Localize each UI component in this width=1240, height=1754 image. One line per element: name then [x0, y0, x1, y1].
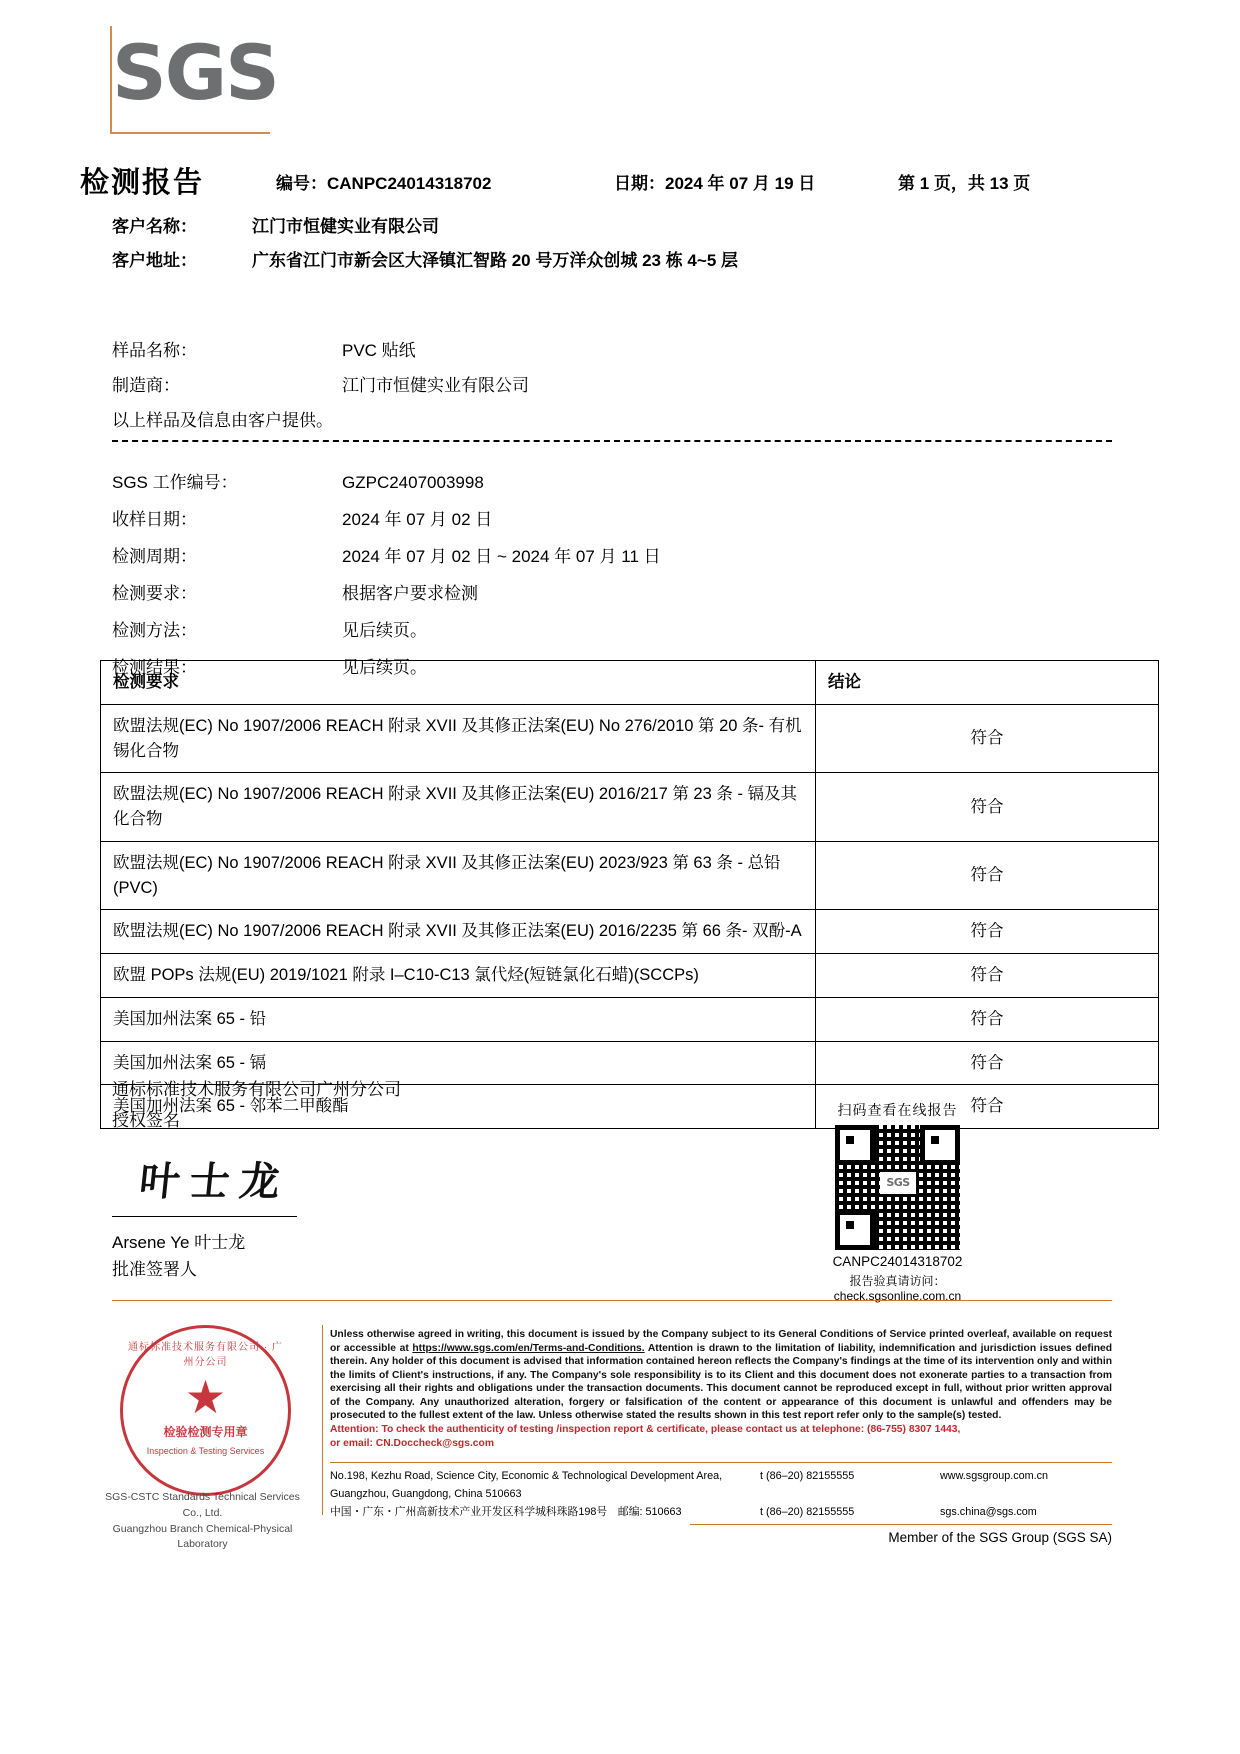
lab-caption: [95, 1490, 310, 1553]
section-divider: [112, 440, 1112, 442]
signature-rule: [112, 1216, 297, 1217]
sgs-logo: [112, 30, 292, 120]
cell-conclusion: 符合: [816, 910, 1159, 954]
cell-requirement: 欧盟法规(EC) No 1907/2006 REACH 附录 XVII 及其修正法案(EU) 2016/217 第 23 条 - 镉及其化合物: [101, 773, 816, 842]
attention-line-1: Attention: To check the authenticity of testing /inspection report & certificate, please contact us at telephone: (86-755) 8307 1443,: [330, 1424, 961, 1436]
job-value: GZPC2407003998: [342, 473, 484, 492]
report-date: 日期：2024 年 07 月 19 日: [614, 174, 816, 193]
job-label: 检测结果：: [112, 658, 197, 677]
address-en: No.198, Kezhu Road, Science City, Economic & Technological Development Area, Guangzhou, Guangdong, China 510663: [330, 1470, 723, 1500]
telephone-1: t (86–20) 82155555: [760, 1470, 855, 1482]
signatory-role: 批准签署人: [112, 1260, 197, 1279]
table-row: [101, 910, 1159, 954]
job-row: [112, 579, 1112, 604]
sample-name-value: PVC 贴纸: [342, 341, 416, 360]
telephone-2: t (86–20) 82155555: [760, 1505, 855, 1518]
job-label: SGS 工作编号：: [112, 473, 238, 492]
cell-conclusion: 符合: [816, 841, 1159, 910]
report-number: 编号：CANPC24014318702: [276, 174, 492, 193]
footer-address-block: [330, 1468, 1112, 1521]
job-value: 2024 年 07 月 02 日 ~ 2024 年 07 月 11 日: [342, 547, 661, 566]
signature-block: [112, 1075, 672, 1131]
cell-conclusion: 符合: [816, 954, 1159, 998]
official-stamp: [120, 1325, 291, 1496]
table-row: [101, 841, 1159, 910]
client-address-row: [112, 246, 1112, 271]
footer-bottom-rule: [690, 1524, 1112, 1525]
qr-code-icon[interactable]: [835, 1125, 960, 1250]
client-name-label: 客户名称：: [112, 217, 197, 236]
client-address-value: 广东省江门市新会区大泽镇汇智路 20 号万洋众创城 23 栋 4~5 层: [252, 251, 738, 270]
cell-requirement: 欧盟 POPs 法规(EU) 2019/1021 附录 I–C10-C13 氯代烃(短链氯化石蜡)(SCCPs): [101, 954, 816, 998]
job-row: [112, 616, 1112, 641]
qr-verify-url[interactable]: check.sgsonline.com.cn: [833, 1289, 962, 1303]
stamp-middle-text: 检验检测专用章: [163, 1425, 248, 1439]
cell-conclusion: 符合: [816, 773, 1159, 842]
terms-and-conditions-link[interactable]: https://www.sgs.com/en/Terms-and-Conditions.: [412, 1342, 645, 1354]
sample-name-label: 样品名称：: [112, 341, 197, 360]
job-label: 检测周期：: [112, 547, 197, 566]
job-row: [112, 542, 1112, 567]
sample-info-block: [112, 336, 1112, 431]
lab-caption-line2: Guangzhou Branch Chemical-Physical Laboratory: [112, 1522, 293, 1551]
job-row: [112, 505, 1112, 530]
signatory-name: Arsene Ye 叶士龙: [112, 1233, 246, 1252]
manufacturer-row: [112, 371, 1112, 396]
cell-requirement: 欧盟法规(EC) No 1907/2006 REACH 附录 XVII 及其修正法案(EU) 2023/923 第 63 条 - 总铅 (PVC): [101, 841, 816, 910]
cell-requirement: 欧盟法规(EC) No 1907/2006 REACH 附录 XVII 及其修正法案(EU) 2016/2235 第 66 条- 双酚-A: [101, 910, 816, 954]
cell-conclusion: 符合: [816, 1085, 1159, 1129]
client-name-row: [112, 212, 1112, 237]
footer-vertical-divider: [322, 1325, 323, 1515]
column-header-requirement: 检测要求: [101, 661, 816, 705]
results-table: [100, 660, 1159, 1129]
manufacturer-value: 江门市恒健实业有限公司: [342, 376, 529, 395]
table-row: [101, 954, 1159, 998]
job-value: 根据客户要求检测: [342, 584, 478, 603]
legal-text-part1: Unless otherwise agreed in writing, this document is issued by the Company subject to its General Conditions of Service printed overleaf, available on request or accessible at: [330, 1329, 1112, 1354]
cell-requirement: 美国加州法案 65 - 镉: [101, 1041, 816, 1085]
qr-finder-bottom-left: [835, 1210, 875, 1250]
footer-middle-rule: [330, 1462, 1112, 1463]
client-name-value: 江门市恒健实业有限公司: [252, 217, 439, 236]
cell-conclusion: 符合: [816, 997, 1159, 1041]
stamp-top-text: 通标标准技术服务有限公司 · 广州分公司: [128, 1342, 283, 1368]
footer-top-rule: [112, 1300, 1112, 1301]
job-value: 见后续页。: [342, 658, 427, 677]
sample-name-row: [112, 336, 1112, 361]
job-row: [112, 468, 1112, 493]
sample-provided-note: 以上样品及信息由客户提供。: [112, 411, 333, 430]
job-label: 收样日期：: [112, 510, 197, 529]
cell-requirement: 欧盟法规(EC) No 1907/2006 REACH 附录 XVII 及其修正法案(EU) No 276/2010 第 20 条- 有机锡化合物: [101, 704, 816, 773]
cell-requirement: 美国加州法案 65 - 铅: [101, 997, 816, 1041]
table-header-row: [101, 661, 1159, 705]
page-indicator: 第 1 页，共 13 页: [898, 174, 1031, 193]
qr-finder-top-right: [920, 1125, 960, 1165]
cell-conclusion: 符合: [816, 704, 1159, 773]
qr-finder-top-left: [835, 1125, 875, 1165]
address-line-cn: [330, 1504, 1112, 1522]
attention-line-2: or email: CN.Doccheck@sgs.com: [330, 1437, 494, 1449]
legal-disclaimer: [330, 1328, 1112, 1450]
address-line-en: [330, 1468, 1112, 1504]
table-row: [101, 997, 1159, 1041]
job-info-block: [112, 468, 1112, 690]
handwritten-signature: 叶士龙: [137, 1158, 293, 1205]
qr-verify-label: 报告验真请访问：: [849, 1274, 946, 1288]
job-label: 检测方法：: [112, 621, 197, 640]
email-address[interactable]: sgs.china@sgs.com: [940, 1505, 1037, 1518]
qr-center-logo: SGS: [880, 1172, 916, 1194]
header-accent-horizontal-rule: [110, 132, 270, 134]
website[interactable]: www.sgsgroup.com.cn: [940, 1470, 1049, 1482]
member-of-group-text: Member of the SGS Group (SGS SA): [888, 1530, 1112, 1545]
job-label: 检测要求：: [112, 584, 197, 603]
legal-text-part2: Attention is drawn to the limitation of liability, indemnification and jurisdiction issues defined therein. Any holder of this document is advised that information contained hereon reflects the Company's findings at the time of its intervention only and within the limits of Client's instructions, if any. The Company's sole responsibility is to its Client and this document does not exonerate parties to a transaction from exercising all their rights and obligations under the transaction documents. This document cannot be reproduced except in full, without prior written approval of the Company. Any unauthorized alteration, forgery or falsification of the content or appearance of this document is unlawful and offenders may be prosecuted to the fullest extent of the law. Unless otherwise stated the results shown in this test report refer only to the sample(s) tested.: [330, 1342, 1112, 1422]
sgs-logo-text: SGS: [112, 28, 278, 117]
authorized-signature-label: 授权签名: [112, 1111, 180, 1130]
cell-conclusion: 符合: [816, 1041, 1159, 1085]
cell-requirement: 美国加州法案 65 - 邻苯二甲酸酯: [101, 1085, 816, 1129]
stamp-bottom-text: Inspection & Testing Services: [146, 1446, 265, 1456]
qr-caption: 扫码查看在线报告: [837, 1102, 958, 1118]
job-value: 2024 年 07 月 02 日: [342, 510, 493, 529]
report-title-row: [80, 160, 1160, 200]
client-address-label: 客户地址：: [112, 251, 197, 270]
lab-caption-line1: SGS-CSTC Standards Technical Services Co., Ltd.: [105, 1491, 300, 1519]
page-title: 检测报告: [80, 167, 205, 199]
qr-report-number: CANPC24014318702: [832, 1254, 963, 1269]
issuing-company: 通标标准技术服务有限公司广州分公司: [112, 1080, 401, 1099]
star-icon: ★: [184, 1371, 227, 1424]
address-cn: 中国・广东・广州高新技术产业开发区科学城科珠路198号 邮编: 510663: [330, 1505, 682, 1518]
client-info-block: [112, 212, 1112, 280]
job-value: 见后续页。: [342, 621, 427, 640]
manufacturer-label: 制造商：: [112, 376, 180, 395]
table-row: [101, 773, 1159, 842]
qr-block: [805, 1100, 990, 1303]
column-header-conclusion: 结论: [816, 661, 1159, 705]
table-row: [101, 704, 1159, 773]
